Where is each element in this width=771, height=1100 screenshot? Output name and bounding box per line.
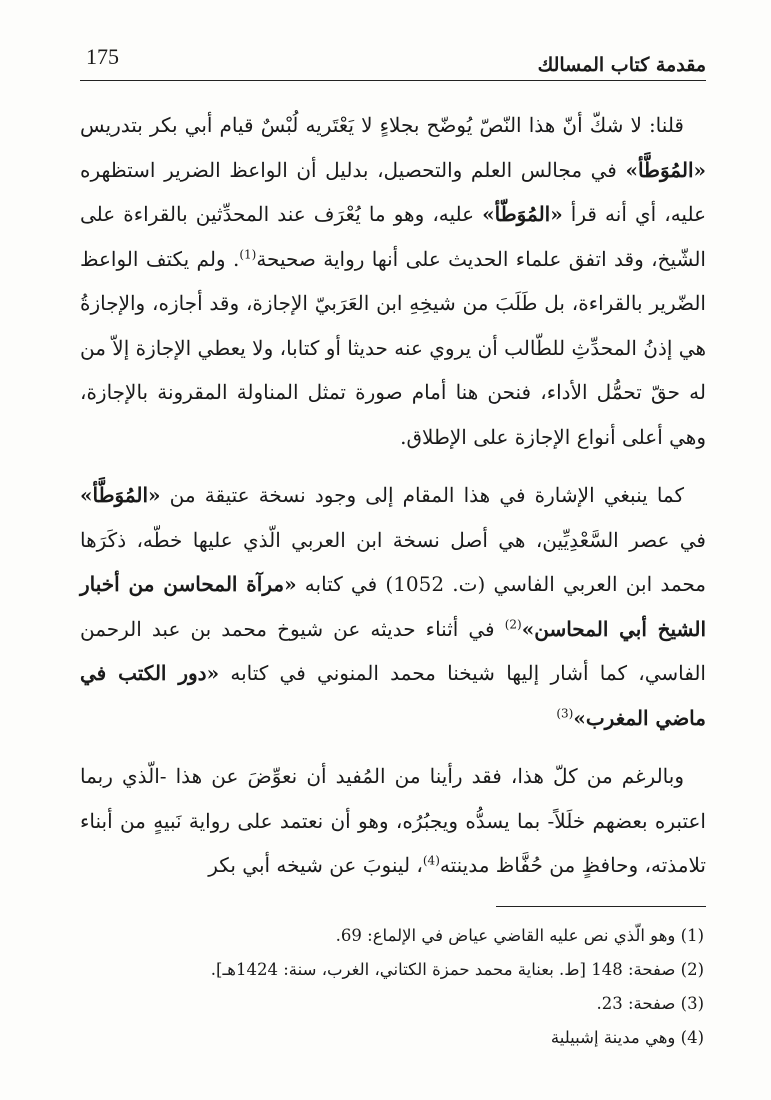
footnote-reference: (3) bbox=[556, 705, 574, 720]
running-title: مقدمة كتاب المسالك bbox=[537, 54, 706, 76]
paragraph bbox=[80, 103, 706, 459]
footnote-separator bbox=[496, 906, 706, 907]
text-run: ، لينوبَ عن شيخه أبي بكر bbox=[208, 853, 423, 877]
book-title: «المُوَطَّأ» bbox=[80, 483, 161, 507]
text-run: في مجالس العلم والتحصيل، بدليل أن الواعظ الضرير استظهره عليه، أي أنه قرأ bbox=[80, 157, 707, 226]
footnote: (4) وهي مدينة إشبيلية bbox=[550, 1027, 704, 1047]
book-title: «المُوَطَّأ» bbox=[625, 157, 706, 182]
text-run: وبالرغم من كلّ هذا، فقد رأينا من المُفيد أن نعوِّضَ عن هذا -الّذي ربما اعتبره بعضهم خلَلاً- بما يسدُّه ويجبُرُه، وهو أن نعتمد على رواية نَبيهٍ من أبناء تلامذته، وحافظٍ من حُفَّاظ مدينته bbox=[80, 764, 706, 877]
footnote: (2) صفحة: 148 [ط. بعناية محمد حمزة الكتاني، الغرب، سنة: 1424هـ]. bbox=[210, 959, 704, 979]
footnote-reference: (4) bbox=[422, 853, 440, 868]
text-run: قلنا: لا شكّ أنّ هذا النّصّ يُوضّح بجلاءٍ لا يَعْتَريه لُبْسٌ قيام أبي بكر بتدريس bbox=[80, 113, 684, 137]
text-run: في عصر السَّعْدِيِّين، هي أصل نسخة ابن العربي الّذي عليها خطّه، ذكَرَها محمد ابن العربي الفاسي (ت. 1052) في كتابه bbox=[80, 527, 707, 596]
footnote: (1) وهو الّذي نص عليه القاضي عياض في الإلماع: 69. bbox=[335, 925, 704, 945]
footnote-reference: (2) bbox=[504, 616, 522, 631]
text-run: عليه، وهو ما يُعْرَف عند المحدِّثين بالقراءة على الشّيخ، وقد اتفق علماء الحديث على أنها رواية صحيحة bbox=[80, 202, 706, 271]
body-text bbox=[80, 103, 706, 888]
page-number: 175 bbox=[86, 44, 119, 69]
footnote: (3) صفحة: 23. bbox=[596, 993, 704, 1013]
book-page bbox=[80, 40, 706, 1080]
text-run: في أثناء حديثه عن شيوخ محمد بن عبد الرحمن الفاسي، كما أشار إليها شيخنا محمد المنوني في كتابه bbox=[80, 616, 706, 685]
paragraph bbox=[80, 754, 706, 888]
page-header bbox=[80, 40, 706, 81]
text-run: كما ينبغي الإشارة في هذا المقام إلى وجود نسخة عتيقة من bbox=[160, 483, 684, 507]
paragraph bbox=[80, 473, 706, 740]
book-title: «المُوَطّأ» bbox=[482, 202, 563, 226]
footnotes bbox=[80, 919, 706, 1055]
footnote-reference: (1) bbox=[239, 246, 257, 261]
book-title: «مرآة المحاسن من أخبار الشيخ أبي المحاسن» bbox=[80, 572, 707, 641]
text-run: . ولم يكتف الواعظ الضّرير بالقراءة، بل طَلَبَ من شيخِهِ ابن العَرَبيّ الإجازة، وقد أجازه، والإجازةُ هي إذنُ المحدِّثِ للطّالب أن يروي عنه حديثا أو كتابا، ولا يعطي الإجازة إلاّ من له حقّ تحمُّل الأداء، فنحن هنا أمام صورة تمثل المناولة المقرونة بالإجازة، وهي أعلى أنواع الإجازة على الإطلاق. bbox=[80, 246, 706, 449]
book-title: «دور الكتب في ماضي المغرب» bbox=[80, 661, 706, 730]
